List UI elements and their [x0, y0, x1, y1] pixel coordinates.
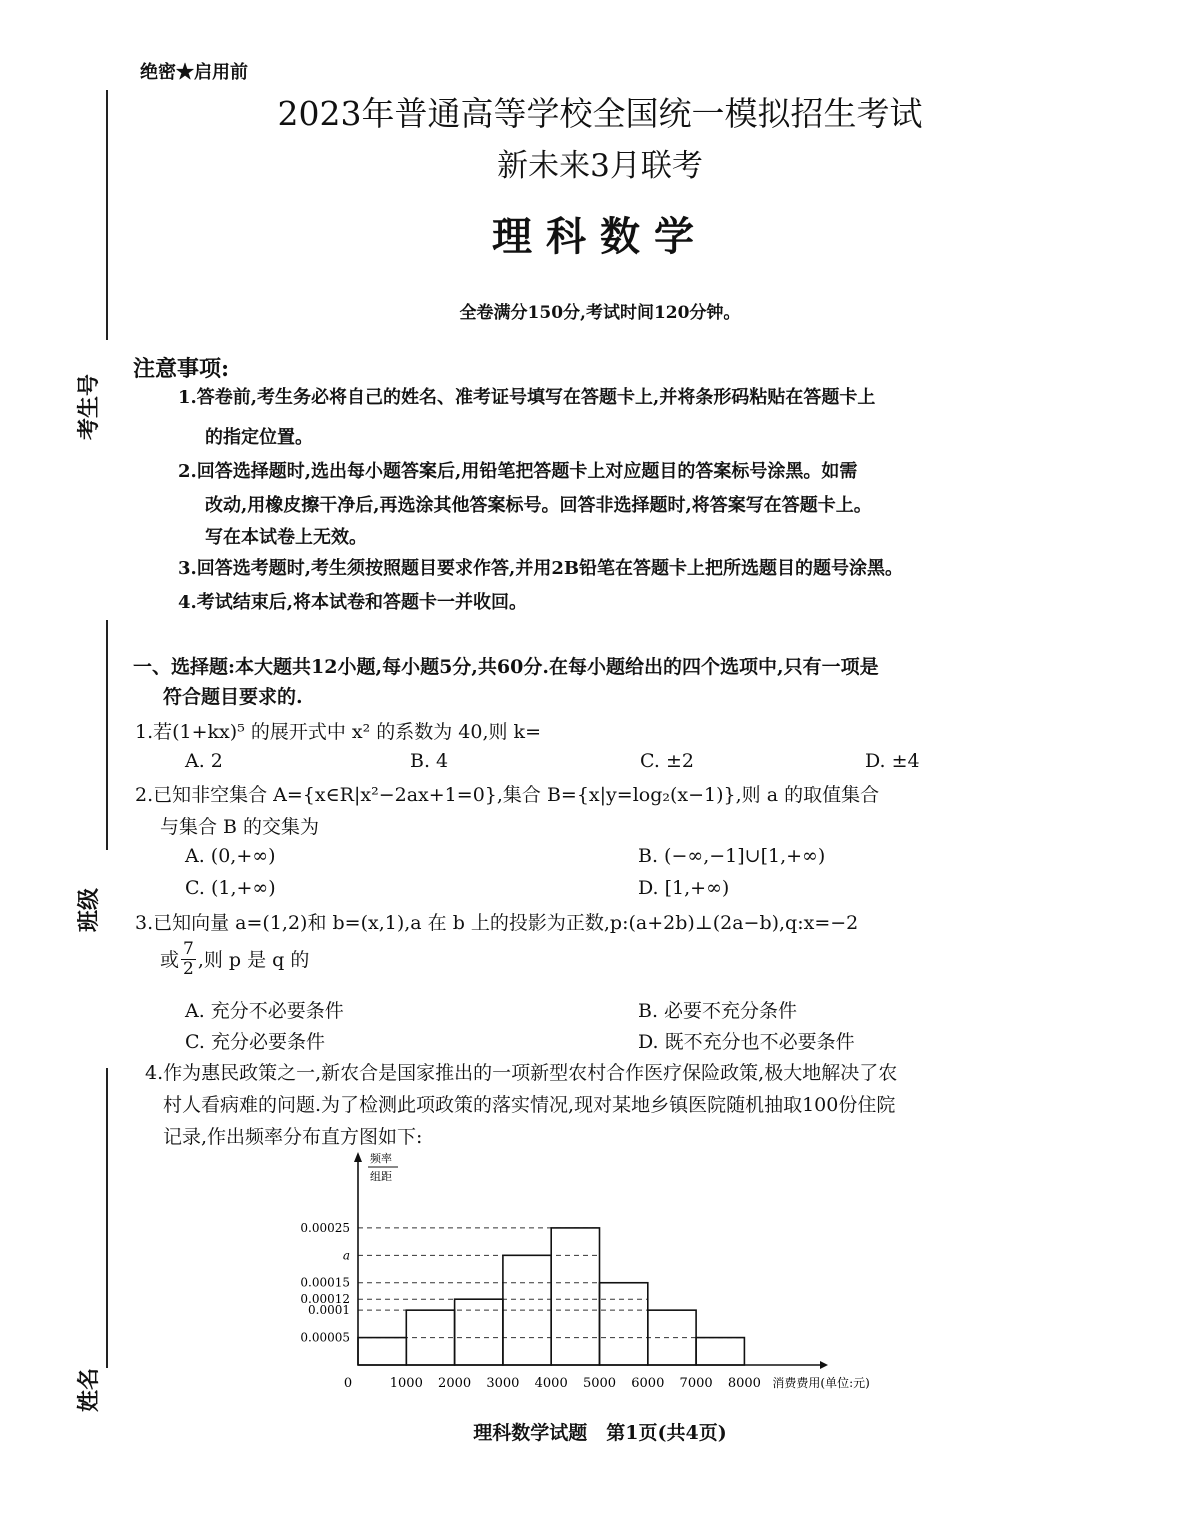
question-3-stem-line2 — [160, 940, 309, 979]
question-3-fraction-denominator: 2 — [183, 959, 194, 979]
question-2-option-a: A. (0,+∞) — [185, 845, 276, 867]
x-tick-label-3: 4000 — [534, 1376, 568, 1391]
question-3-stem-line1: 3.已知向量 a=(1,2)和 b=(x,1),a 在 b 上的投影为正数,p:(a+2b)⊥(2a−b),q:x=−2 — [135, 912, 859, 934]
origin-label: 0 — [343, 1376, 353, 1391]
y-axis-arrow — [354, 1152, 362, 1162]
x-tick-label-6: 7000 — [679, 1376, 713, 1391]
x-tick-label-1: 2000 — [438, 1376, 472, 1391]
histogram-bar-7 — [696, 1338, 744, 1365]
confidential-label: 绝密★启用前 — [140, 62, 248, 83]
question-3-tail: ,则 p 是 q 的 — [197, 948, 310, 971]
y-tick-label-3: 0.00012 — [300, 1292, 350, 1307]
histogram-bar-4 — [551, 1228, 599, 1365]
notice-item-2-line2: 改动,用橡皮擦干净后,再选涂其他答案标号。回答非选择题时,将答案写在答题卡上。 — [205, 495, 872, 516]
y-axis-label-top: 频率 — [370, 1152, 392, 1165]
exam-no-label: 考生号 — [76, 373, 102, 440]
question-2-option-c: C. (1,+∞) — [185, 877, 276, 899]
binding-line-middle — [106, 620, 108, 850]
frequency-histogram — [280, 1148, 880, 1410]
histogram-bars — [358, 1228, 744, 1365]
question-1-option-b: B. 4 — [410, 750, 449, 772]
section-heading-line2: 符合题目要求的. — [163, 686, 303, 708]
x-tick-label-0: 1000 — [389, 1376, 423, 1391]
x-tick-label-5: 6000 — [631, 1376, 665, 1391]
histogram-bar-5 — [600, 1283, 648, 1365]
exam-subtitle: 新未来3月联考 — [497, 148, 703, 184]
histogram-bar-3 — [503, 1255, 551, 1365]
histogram-axes — [354, 1152, 828, 1369]
x-axis-arrow — [820, 1361, 828, 1369]
question-4-stem-line1: 4.作为惠民政策之一,新农合是国家推出的一项新型农村合作医疗保险政策,极大地解决了农 — [145, 1062, 898, 1084]
question-1-option-c: C. ±2 — [640, 750, 694, 772]
section-heading-line1: 一、选择题:本大题共12小题,每小题5分,共60分.在每小题给出的四个选项中,只有一项是 — [133, 656, 879, 678]
name-label: 姓名 — [76, 1367, 102, 1412]
page-footer: 理科数学试题 第1页(共4页) — [473, 1422, 727, 1444]
question-3-fraction — [181, 940, 196, 979]
histogram-labels — [300, 1151, 869, 1391]
question-3-option-d: D. 既不充分也不必要条件 — [638, 1031, 855, 1053]
histogram-bar-2 — [455, 1299, 503, 1365]
notice-item-2-line3: 写在本试卷上无效。 — [205, 527, 367, 548]
question-4-stem-line3: 记录,作出频率分布直方图如下: — [163, 1126, 423, 1148]
section-heading — [133, 652, 1073, 712]
histogram-bar-0 — [358, 1338, 406, 1365]
question-4-stem-line2: 村人看病难的问题.为了检测此项政策的落实情况,现对某地乡镇医院随机抽取100份住院 — [163, 1094, 896, 1116]
question-1-stem: 1.若(1+kx)⁵ 的展开式中 x² 的系数为 40,则 k= — [135, 721, 541, 743]
question-3-or: 或 — [160, 948, 180, 971]
question-2-option-d: D. [1,+∞) — [638, 877, 730, 899]
notice-item-1-line1: 1.答卷前,考生务必将自己的姓名、准考证号填写在答题卡上,并将条形码粘贴在答题卡上 — [178, 387, 876, 408]
notice-item-3: 3.回答选考题时,考生须按照题目要求作答,并用2B铅笔在答题卡上把所选题目的题号涂黑。 — [178, 558, 904, 579]
question-2-stem-line2: 与集合 B 的交集为 — [160, 816, 320, 838]
notice-item-2-line1: 2.回答选择题时,选出每小题答案后,用铅笔把答题卡上对应题目的答案标号涂黑。如需 — [178, 461, 858, 482]
question-1-option-d: D. ±4 — [865, 750, 920, 772]
x-tick-label-2: 3000 — [486, 1376, 520, 1391]
class-label: 班级 — [76, 887, 102, 932]
y-tick-label-5: 0.00005 — [300, 1330, 350, 1345]
question-3-fraction-numerator: 7 — [183, 939, 194, 959]
y-tick-label-0: 0.00025 — [300, 1220, 350, 1235]
x-axis-label: 消费费用(单位:元) — [772, 1376, 870, 1390]
question-3-option-b: B. 必要不充分条件 — [638, 1000, 798, 1022]
y-tick-label-1: a — [342, 1248, 350, 1263]
exam-title: 2023年普通高等学校全国统一模拟招生考试 — [277, 94, 923, 133]
question-3-option-a: A. 充分不必要条件 — [185, 1000, 344, 1022]
question-2-option-b: B. (−∞,−1]∪[1,+∞) — [638, 845, 826, 867]
exam-info: 全卷满分150分,考试时间120分钟。 — [459, 303, 741, 323]
question-3-option-c: C. 充分必要条件 — [185, 1031, 325, 1053]
notice-item-4: 4.考试结束后,将本试卷和答题卡一并收回。 — [178, 592, 528, 613]
y-tick-label-2: 0.00015 — [300, 1275, 350, 1290]
y-tick-label-4: 0.0001 — [308, 1303, 350, 1318]
notice-item-1-line2: 的指定位置。 — [205, 427, 313, 448]
y-axis-label-bottom: 组距 — [370, 1170, 392, 1183]
notice-heading: 注意事项: — [133, 356, 230, 382]
question-2-stem-line1: 2.已知非空集合 A={x∈R|x²−2ax+1=0},集合 B={x|y=log₂(x−1)},则 a 的取值集合 — [135, 784, 880, 806]
x-tick-label-4: 5000 — [582, 1376, 617, 1391]
x-tick-label-7: 8000 — [727, 1376, 761, 1391]
subject-title: 理科数学 — [492, 213, 708, 260]
binding-line-lower — [106, 1068, 108, 1368]
question-1-option-a: A. 2 — [185, 750, 223, 772]
